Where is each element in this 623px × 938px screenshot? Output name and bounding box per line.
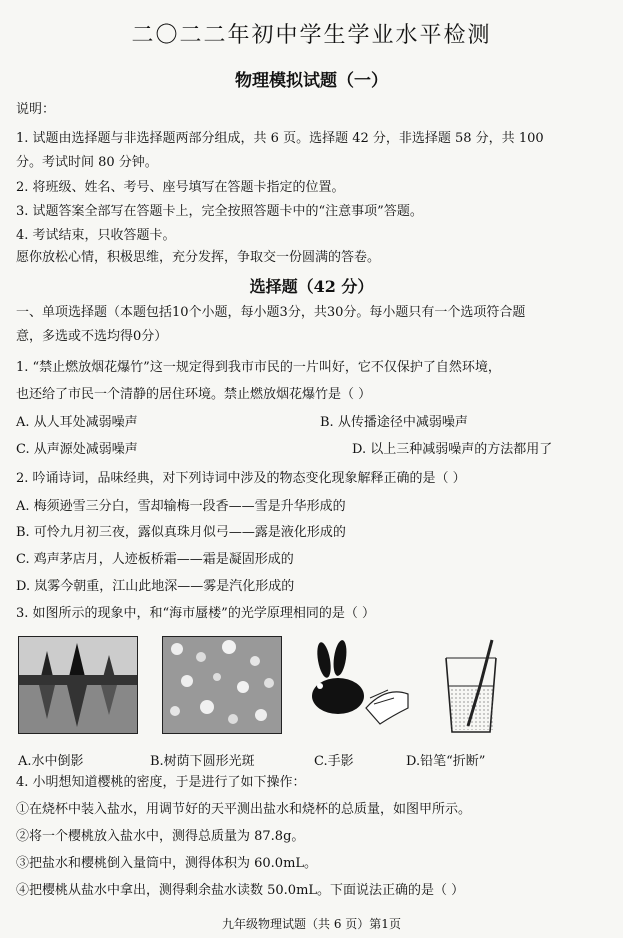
note-item-1b: 分。考试时间 80 分钟。 [16,155,158,170]
q4-stem: 4. 小明想知道樱桃的密度，于是进行了如下操作： [16,775,306,790]
light-spots-image [163,637,281,733]
q2-stem: 2. 吟诵诗词，品味经典，对下列诗词中涉及的物态变化现象解释正确的是（ ） [16,471,466,486]
q1-option-a: A. 从人耳处减弱噪声 [16,415,138,430]
q4-step-1: ①在烧杯中装入盐水，用调节好的天平测出盐水和烧杯的总质量，如图甲所示。 [16,802,472,817]
note-wish: 愿你放松心情，积极思维，充分发挥，争取交一份圆满的答卷。 [16,250,381,265]
q1-option-d: D. 以上三种减弱噪声的方法都用了 [352,442,553,457]
q4-step-4: ④把樱桃从盐水中拿出，测得剩余盐水读数 50.0mL。下面说法正确的是（ ） [16,883,465,898]
page-footer: 九年级物理试题（共 6 页）第1页 [222,917,401,931]
q1-option-c: C. 从声源处减弱噪声 [16,442,138,457]
q2-option-d: D. 岚雾今朝重，江山此地深——雾是汽化形成的 [16,579,295,594]
note-item-3: 3. 试题答案全部写在答题卡上，完全按照答题卡中的“注意事项”答题。 [16,204,423,219]
q3-option-b: B.树荫下圆形光斑 [150,754,255,769]
q1-stem-2: 也还给了市民一个清静的居住环境。禁止燃放烟花爆竹是（ ） [16,387,372,402]
q1-stem-1: 1. “禁止燃放烟花爆竹”这一规定得到我市市民的一片叫好，它不仅保护了自然环境， [16,360,501,375]
part1-instruction-2: 意，多选或不选均得0分） [16,329,168,344]
part1-instruction-1: 一、单项选择题（本题包括10个小题，每小题3分，共30分。每小题只有一个选项符合题 [16,305,526,320]
figure-water-reflection [18,636,138,734]
exam-subtitle: 物理模拟试题（一） [235,71,388,91]
exam-title: 二〇二二年初中学生学业水平检测 [131,23,492,48]
section-title: 选择题（42 分） [249,277,374,296]
note-item-4: 4. 考试结束，只收答题卡。 [16,228,176,243]
figure-pencil-in-water [438,636,508,736]
q3-stem: 3. 如图所示的现象中，和“海市蜃楼”的光学原理相同的是（ ） [16,606,375,621]
q4-step-2: ②将一个樱桃放入盐水中，测得总质量为 87.8g。 [16,829,305,844]
q2-option-c: C. 鸡声茅店月，人迹板桥霜——霜是凝固形成的 [16,552,294,567]
q2-option-a: A. 梅须逊雪三分白，雪却输梅一段香——雪是升华形成的 [16,499,346,514]
q3-option-a: A.水中倒影 [18,754,84,769]
q3-option-d: D.铅笔“折断” [406,754,486,769]
note-item-1a: 1. 试题由选择题与非选择题两部分组成，共 6 页。选择题 42 分，非选择题 58 分，共 100 [16,131,544,146]
pencil-in-water-image [438,636,508,736]
notes-heading: 说明： [16,102,56,117]
figure-hand-shadow [296,638,416,732]
q4-step-3: ③把盐水和樱桃倒入量筒中，测得体积为 60.0mL。 [16,856,318,871]
q1-option-b: B. 从传播途径中减弱噪声 [320,415,468,430]
figure-light-spots [162,636,282,734]
hand-shadow-image [296,638,416,732]
note-item-2: 2. 将班级、姓名、考号、座号填写在答题卡指定的位置。 [16,180,345,195]
q3-option-c: C.手影 [314,754,354,769]
water-reflection-image [19,637,137,733]
q2-option-b: B. 可怜九月初三夜，露似真珠月似弓——露是液化形成的 [16,525,346,540]
